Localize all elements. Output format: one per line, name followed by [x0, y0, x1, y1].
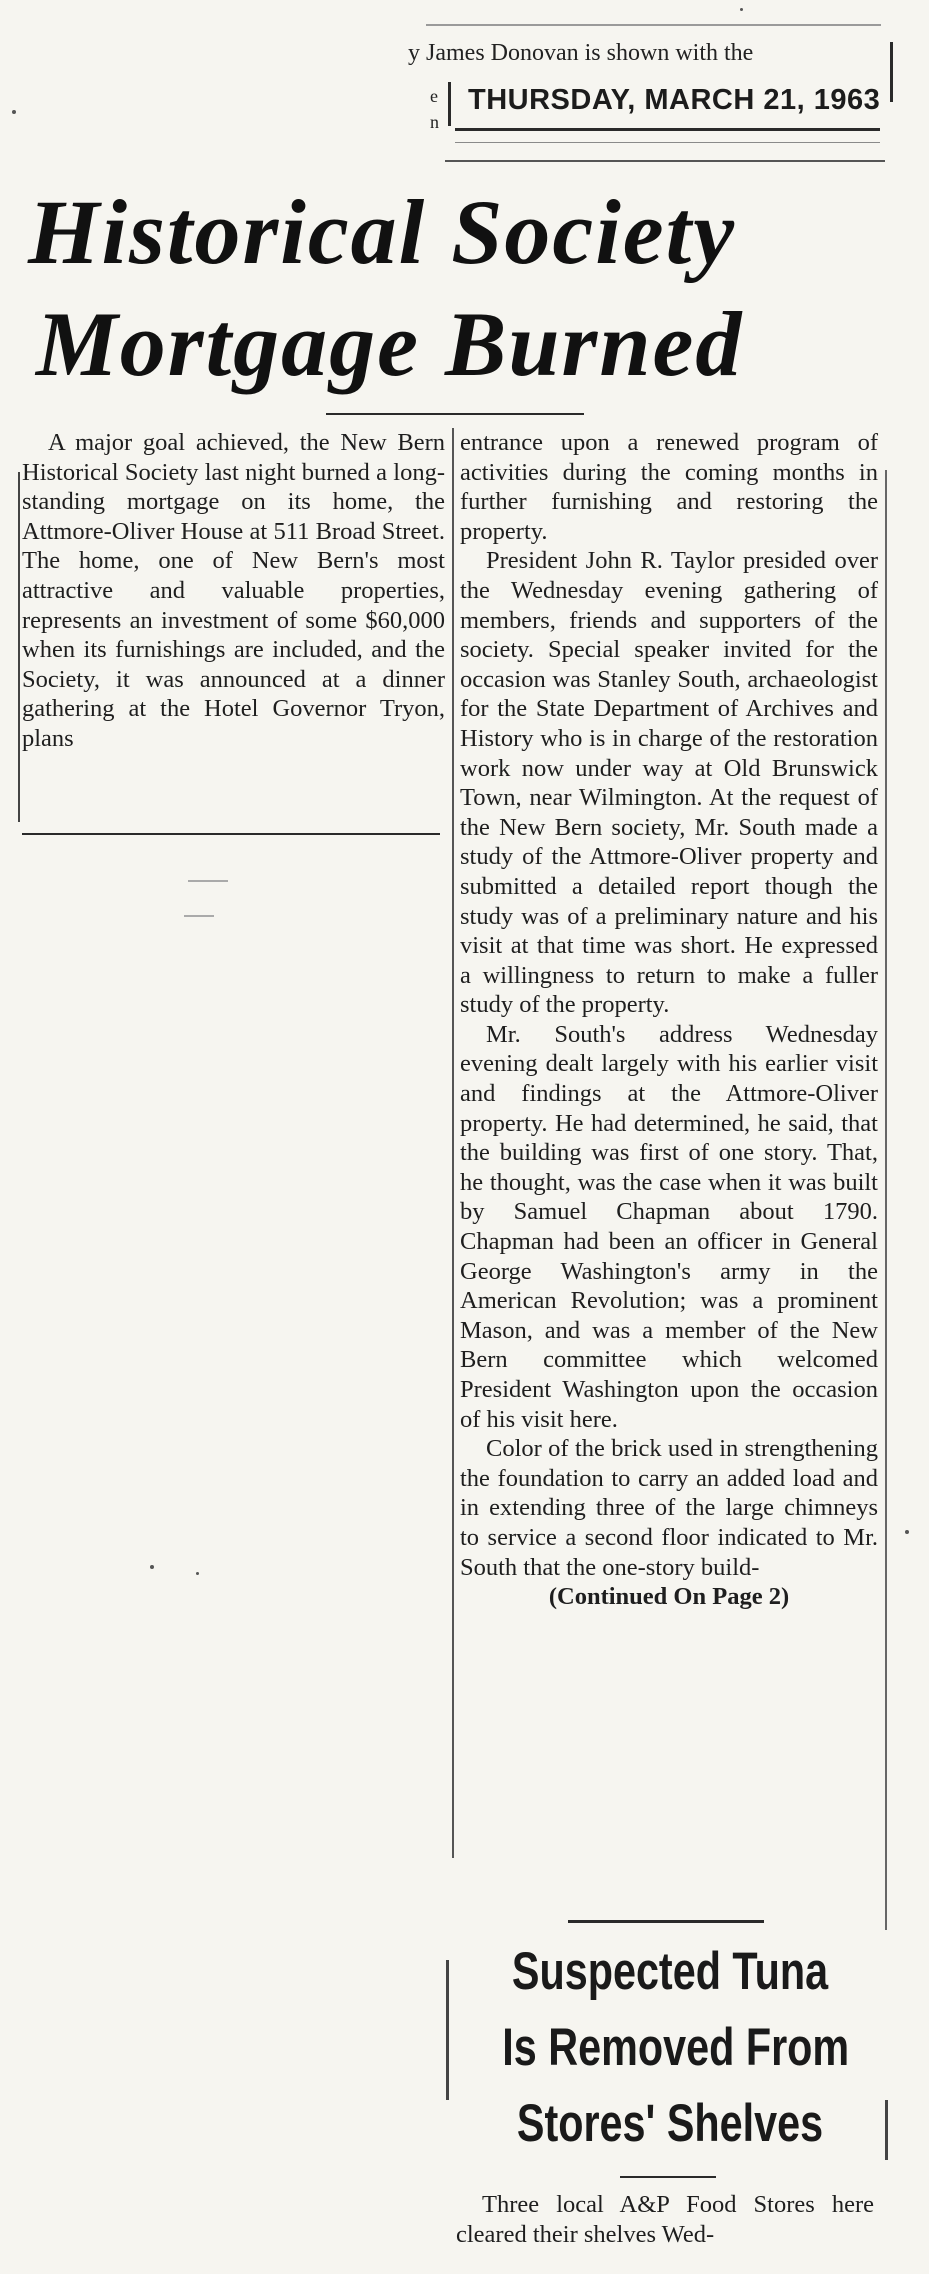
column-divider — [452, 428, 454, 1858]
headline-line-2: Mortgage Burned — [36, 293, 744, 395]
article-paragraph-2: entrance upon a renewed program of activities during the coming months in further furnishing and restoring the property. — [460, 429, 878, 545]
dateline: THURSDAY, MARCH 21, 1963 — [468, 84, 881, 116]
article-separator — [568, 1920, 764, 1923]
second-article-rule — [620, 2176, 716, 2178]
dateline-rule-thin — [455, 142, 880, 143]
scan-speck — [905, 1530, 909, 1534]
dateline-rule — [455, 128, 880, 131]
headline-line-1: Historical Society — [28, 181, 737, 283]
scan-speck — [196, 1572, 199, 1575]
second-headline-line-2: Is Removed From — [502, 2018, 850, 2077]
second-article-body — [456, 2190, 874, 2249]
second-headline-right-edge — [885, 2100, 888, 2160]
article-right-column — [460, 428, 878, 1612]
scan-speck — [188, 880, 228, 882]
previous-article-fragment-b: n — [430, 112, 439, 132]
dateline-rule-left — [448, 82, 451, 126]
continued-on-page: (Continued On Page 2) — [548, 1583, 790, 1611]
clipping-top-edge — [426, 24, 881, 26]
headline-underline — [326, 413, 584, 415]
article-paragraph-3: President John R. Taylor presided over the Wednesday evening gathering of members, friends and supporters of the society. Special speaker invited for the occasion was Stanley South, archaeologist for the State Department of Archives and History who is in charge of the restoration work now under way at Old Brunswick Town, near Wilmington. At the request of the New Bern society, Mr. South made a study of the Attmore-Oliver property and submitted a detailed report though the study was of a preliminary nature and his visit at that time was short. He expressed a willingness to return to make a fuller study of the property. — [460, 547, 878, 1019]
right-column-edge — [885, 470, 887, 1930]
article-paragraph-4: Mr. South's address Wednesday evening dealt largely with his earlier visit and findings at the Attmore-Oliver property. He had determined, he said, that the building was first of one story. That, he thought, was the case when it was built by Samuel Chapman about 1790. Chapman had been an officer in General George Washington's army in the American Revolution; was a prominent Mason, and was a member of the New Bern committee which welcomed President Washington upon the occasion of his visit here. — [460, 1020, 878, 1433]
article-left-column — [22, 428, 445, 754]
scan-speck — [12, 110, 16, 114]
clipping-right-edge — [890, 42, 893, 102]
previous-article-fragment-a: e — [430, 86, 438, 106]
scan-speck — [184, 915, 214, 917]
article-paragraph-1: A major goal achieved, the New Bern Historical Society last night burned a long-standing mortgage on its home, the Attmore-Oliver House at 511 Broad Street. The home, one of New Bern's most attractive and valuable properties, represents an investment of some $60,000 when its furnishings are included, and the Society, it was announced at a dinner gathering at the Hotel Governor Tryon, plans — [22, 429, 445, 752]
left-column-bottom-rule — [22, 833, 440, 835]
previous-article-fragment: y James Donovan is shown with the — [408, 40, 754, 66]
left-column-margin-line — [18, 472, 20, 822]
second-headline-line-1: Suspected Tuna — [511, 1942, 829, 2001]
article-paragraph-5: Color of the brick used in strengthening the foundation to carry an added load and in extending three of the large chimneys to service a second floor indicated to Mr. South that the one-story build- — [460, 1435, 878, 1581]
second-article-paragraph: Three local A&P Food Stores here cleared their shelves Wed- — [456, 2191, 874, 2248]
masthead-rule — [445, 160, 885, 162]
scan-speck — [740, 8, 743, 11]
second-headline-line-3: Stores' Shelves — [516, 2094, 824, 2153]
scan-speck — [150, 1565, 154, 1569]
second-headline-left-edge — [446, 1960, 449, 2100]
